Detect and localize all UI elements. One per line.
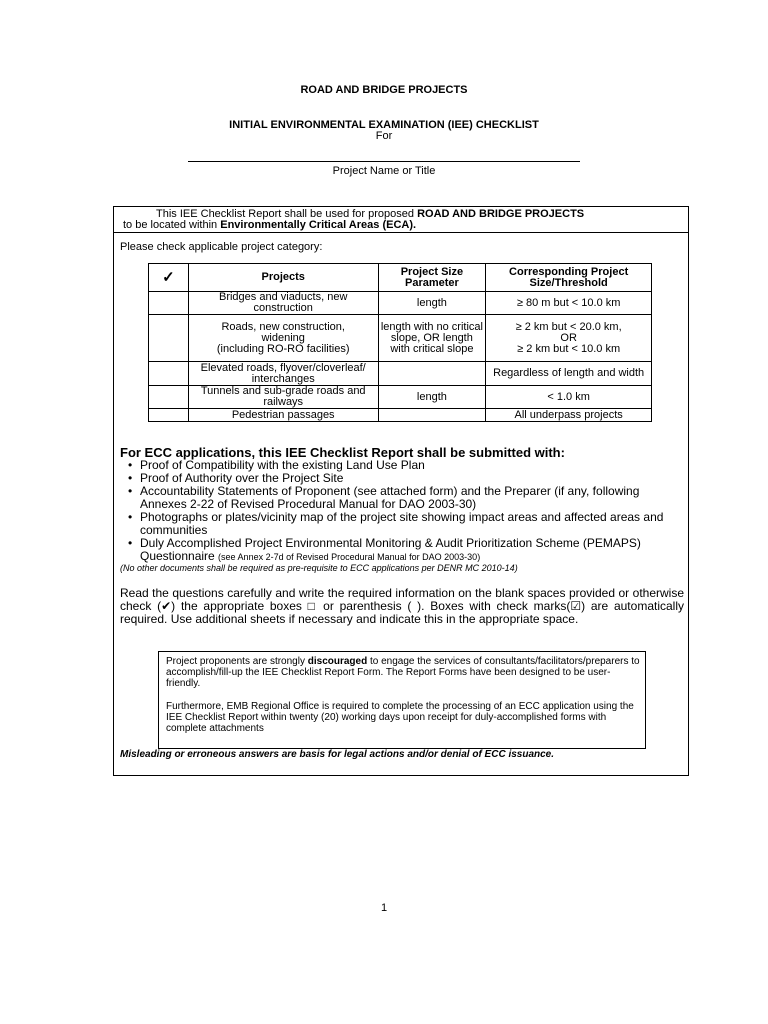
param-cell: length with no critical slope, OR length with critical slope [378,315,486,362]
threshold-line: OR [560,331,577,344]
project-cell: Elevated roads, flyover/cloverleaf/ interchanges [188,362,378,386]
threshold-line: ≥ 2 km but < 20.0 km, [515,320,622,333]
notice-box [158,651,646,749]
intro-line-1-text: This IEE Checklist Report shall be used for proposed [156,208,418,220]
threshold-cell [486,315,652,362]
list-item-text: Photographs or plates/vicinity map of the project site showing impact areas and affected areas and communities [140,510,664,537]
project-cell: Tunnels and sub-grade roads and railways [188,386,378,409]
notice-p1-bold: discouraged [307,656,368,667]
bullet-icon: • [128,471,133,485]
notice-paragraph-2: Furthermore, EMB Regional Office is required to complete the processing of an ECC application using the IEE Checklist Report within twenty (20) working days upon receipt for duly-accomplished forms with complete attachments [166,701,634,734]
table-row [149,362,652,386]
bullet-icon: • [128,484,133,498]
table-row [149,409,652,422]
page-number: 1 [380,902,388,914]
table-row [149,292,652,315]
intro-line-2 [123,219,416,231]
ecc-requirements-list [120,459,686,564]
instructions-paragraph: Read the questions carefully and write the required information on the blank spaces provided or otherwise check (✔) the appropriate boxes □ or parenthesis ( ). Boxes with check marks(☑) are automatically required. Use additional sheets if necessary and indicate this in the appropriate space. [120,586,684,626]
notice-p1-rest: to engage the services of consultants/facilitators/preparers to accomplish/fill-up the IEE Checklist Report Form. The Report Forms have been designed to be user-friendly. [166,656,640,689]
notice-p1-text: Project proponents are strongly [166,656,308,667]
notice-paragraph-1 [166,656,642,689]
threshold-cell: ≥ 80 m but < 10.0 km [486,292,652,315]
param-cell [378,362,486,386]
list-item-text: Accountability Statements of Proponent (see attached form) and the Preparer (if any, following Annexes 2-22 of Revised Procedural Manual for DAO 2003-30) [140,484,640,511]
param-column-header: Project Size Parameter [378,264,486,292]
list-item [120,537,686,564]
project-name-line[interactable] [188,149,580,162]
table-header-row [149,264,652,292]
param-cell [378,409,486,422]
list-item-text: Proof of Authority over the Project Site [140,471,344,485]
threshold-cell: < 1.0 km [486,386,652,409]
row-checkbox[interactable] [149,292,189,315]
list-item [120,511,686,537]
bullet-icon: • [128,536,133,550]
list-item [120,485,686,511]
threshold-cell: All underpass projects [486,409,652,422]
projects-column-header: Projects [188,264,378,292]
table-row [149,386,652,409]
bullet-icon: • [128,510,133,524]
intro-row [114,207,688,233]
project-line: Roads, new construction, [221,320,345,333]
threshold-line: ≥ 2 km but < 10.0 km [517,342,621,355]
intro-line-1-bold: ROAD AND BRIDGE PROJECTS [417,208,585,220]
row-checkbox[interactable] [149,362,189,386]
threshold-cell: Regardless of length and width [486,362,652,386]
no-other-documents-note: (No other documents shall be required as pre-requisite to ECC applications per DENR MC 2010-14) [120,563,518,573]
param-cell: length [378,386,486,409]
list-item-text: Duly Accomplished Project Environmental Monitoring & Audit Prioritization Scheme (PEMAPS) Questionnaire [140,536,641,563]
project-cell: Pedestrian passages [188,409,378,422]
threshold-column-header: Corresponding Project Size/Threshold [486,264,652,292]
intro-line-2-bold: Environmentally Critical Areas (ECA). [220,219,417,231]
pemaps-note: (see Annex 2-7d of Revised Procedural Manual for DAO 2003-30) [218,552,481,562]
project-line: (including RO-RO facilities) [216,342,350,355]
warning-text: Misleading or erroneous answers are basis for legal actions and/or denial of ECC issuance. [120,749,555,760]
document-title: ROAD AND BRIDGE PROJECTS [300,84,468,96]
project-cell [188,315,378,362]
row-checkbox[interactable] [149,409,189,422]
table-row [149,315,652,362]
for-label: For [375,130,393,142]
param-cell: length [378,292,486,315]
intro-line-2-text: to be located within [123,219,221,231]
list-item-text: Proof of Compatibility with the existing Land Use Plan [140,458,425,472]
check-column-header: ✓ [149,264,189,292]
row-checkbox[interactable] [149,315,189,362]
project-category-table [148,263,652,422]
category-prompt: Please check applicable project category: [120,241,323,253]
project-cell: Bridges and viaducts, new construction [188,292,378,315]
project-name-label: Project Name or Title [332,165,436,177]
document-subtitle: INITIAL ENVIRONMENTAL EXAMINATION (IEE) CHECKLIST [229,119,539,131]
ecc-heading: For ECC applications, this IEE Checklist Report shall be submitted with: [120,445,565,460]
project-line: widening [261,331,305,344]
row-checkbox[interactable] [149,386,189,409]
bullet-icon: • [128,458,133,472]
checklist-box [113,206,689,776]
